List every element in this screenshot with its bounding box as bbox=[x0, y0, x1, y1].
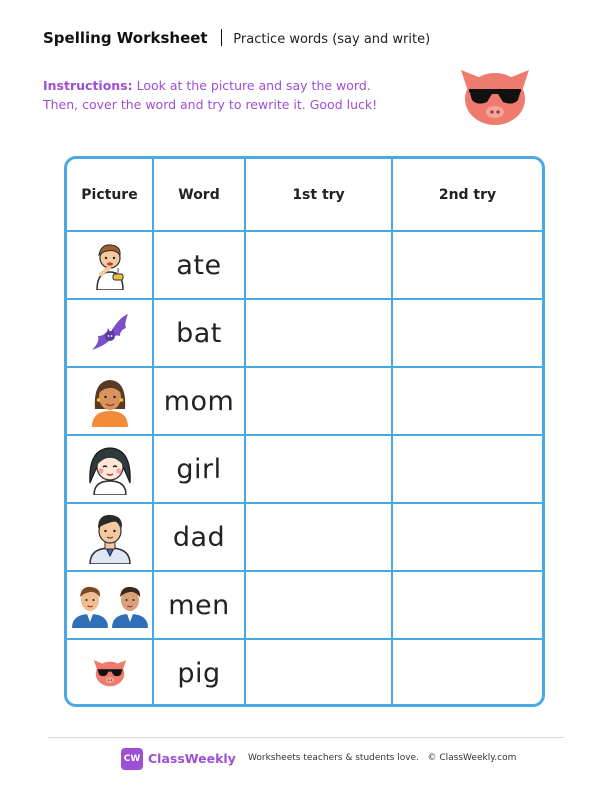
footer-tagline bbox=[248, 753, 516, 763]
footer-divider bbox=[48, 737, 564, 738]
table-row bbox=[67, 639, 542, 706]
table-row bbox=[67, 503, 542, 571]
word-cell: pig bbox=[153, 639, 245, 706]
table-row bbox=[67, 367, 542, 435]
first-try-cell[interactable] bbox=[245, 367, 392, 435]
first-try-cell[interactable] bbox=[245, 639, 392, 706]
girl-icon bbox=[86, 443, 134, 495]
first-try-cell[interactable] bbox=[245, 503, 392, 571]
second-try-cell[interactable] bbox=[392, 639, 542, 706]
table-header-row bbox=[67, 159, 542, 231]
worksheet-title: Spelling Worksheet bbox=[43, 29, 208, 47]
pig-sunglasses-icon bbox=[455, 68, 535, 126]
second-try-cell[interactable] bbox=[392, 435, 542, 503]
picture-cell bbox=[67, 503, 153, 571]
table-row bbox=[67, 231, 542, 299]
worksheet-subtitle: Practice words (say and write) bbox=[233, 32, 431, 47]
pig-sunglasses-icon bbox=[91, 658, 129, 688]
second-try-cell[interactable] bbox=[392, 503, 542, 571]
bat-icon bbox=[88, 312, 132, 354]
word-cell: ate bbox=[153, 231, 245, 299]
word-cell: girl bbox=[153, 435, 245, 503]
picture-cell bbox=[67, 571, 153, 639]
instructions-label: Instructions: bbox=[43, 78, 133, 93]
picture-cell bbox=[67, 435, 153, 503]
word-cell: mom bbox=[153, 367, 245, 435]
first-try-cell[interactable] bbox=[245, 299, 392, 367]
column-header-second-try: 2nd try bbox=[392, 159, 542, 231]
picture-cell bbox=[67, 231, 153, 299]
picture-cell bbox=[67, 367, 153, 435]
table-row bbox=[67, 299, 542, 367]
picture-cell bbox=[67, 299, 153, 367]
picture-cell bbox=[67, 639, 153, 706]
man-icon bbox=[86, 510, 134, 564]
classweekly-logo: CW bbox=[121, 748, 143, 770]
second-try-cell[interactable] bbox=[392, 571, 542, 639]
second-try-cell[interactable] bbox=[392, 367, 542, 435]
footer-copyright: © ClassWeekly.com bbox=[427, 753, 517, 763]
first-try-cell[interactable] bbox=[245, 571, 392, 639]
word-cell: bat bbox=[153, 299, 245, 367]
page-header bbox=[43, 28, 430, 48]
table-row bbox=[67, 571, 542, 639]
first-try-cell[interactable] bbox=[245, 231, 392, 299]
instructions-line-1: Look at the picture and say the word. bbox=[136, 78, 371, 93]
instructions-line-2: Then, cover the word and try to rewrite it. Good luck! bbox=[43, 97, 378, 112]
column-header-first-try: 1st try bbox=[245, 159, 392, 231]
two-men-icon bbox=[72, 582, 148, 628]
instructions bbox=[43, 76, 423, 114]
word-cell: dad bbox=[153, 503, 245, 571]
classweekly-brand: ClassWeekly bbox=[148, 751, 236, 766]
woman-icon bbox=[87, 375, 133, 427]
column-header-word: Word bbox=[153, 159, 245, 231]
second-try-cell[interactable] bbox=[392, 299, 542, 367]
boy-eating-icon bbox=[89, 240, 131, 290]
header-divider bbox=[221, 29, 223, 46]
footer-tagline-text: Worksheets teachers & students love. bbox=[248, 753, 419, 763]
word-cell: men bbox=[153, 571, 245, 639]
first-try-cell[interactable] bbox=[245, 435, 392, 503]
second-try-cell[interactable] bbox=[392, 231, 542, 299]
table-row bbox=[67, 435, 542, 503]
column-header-picture: Picture bbox=[67, 159, 153, 231]
spelling-table bbox=[64, 156, 545, 707]
